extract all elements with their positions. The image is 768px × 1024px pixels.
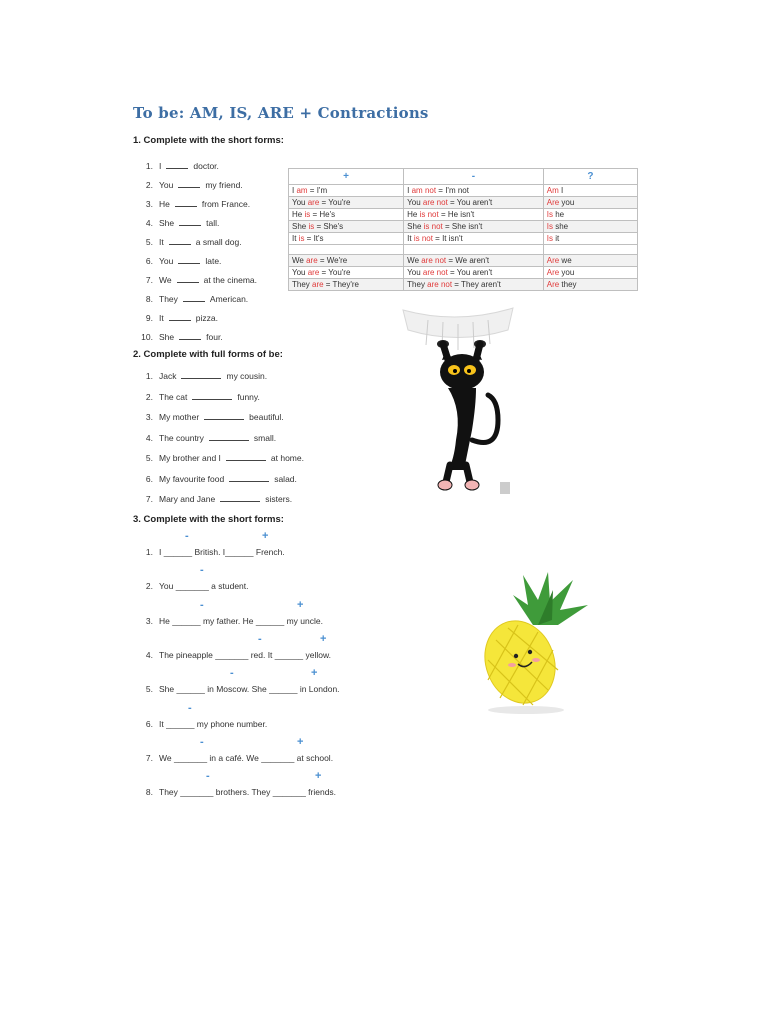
negative-sign: - bbox=[206, 770, 210, 783]
item-number: 7. bbox=[145, 752, 153, 763]
cell-text: we bbox=[559, 256, 572, 265]
list-item bbox=[133, 391, 260, 402]
verb-form: Are bbox=[546, 280, 560, 289]
table-cell bbox=[289, 209, 404, 221]
verb-form: are bbox=[306, 256, 318, 265]
list-item bbox=[133, 274, 257, 285]
item-number: 6. bbox=[145, 718, 153, 729]
table-cell bbox=[404, 255, 544, 267]
verb-form: are not bbox=[427, 280, 453, 289]
list-item bbox=[133, 787, 336, 797]
table-row bbox=[289, 255, 638, 267]
list-item bbox=[133, 719, 267, 729]
table-cell bbox=[543, 233, 637, 245]
cell-text: He bbox=[292, 210, 305, 219]
item-sentence[interactable]: We _______ in a café. We _______ at school. bbox=[159, 752, 334, 763]
item-rest: four. bbox=[206, 332, 223, 342]
verb-form: am not bbox=[411, 186, 437, 195]
table-cell bbox=[543, 185, 637, 197]
negative-sign: - bbox=[200, 735, 204, 748]
verb-form: Are bbox=[546, 198, 560, 207]
list-item bbox=[133, 473, 297, 484]
table-cell bbox=[404, 221, 544, 233]
verb-form: Is bbox=[546, 234, 553, 243]
answer-blank[interactable] bbox=[177, 274, 199, 283]
table-cell bbox=[404, 267, 544, 279]
answer-blank[interactable] bbox=[166, 160, 188, 169]
answer-blank[interactable] bbox=[220, 493, 260, 502]
table-cell bbox=[404, 279, 544, 291]
list-item bbox=[133, 179, 243, 190]
answer-blank[interactable] bbox=[192, 391, 232, 400]
table-cell bbox=[289, 267, 404, 279]
answer-blank[interactable] bbox=[229, 473, 269, 482]
negative-sign: - bbox=[200, 598, 204, 611]
cell-text: he bbox=[552, 210, 565, 219]
verb-form: is bbox=[298, 234, 305, 243]
list-item bbox=[133, 198, 250, 209]
cell-text: I bbox=[407, 186, 412, 195]
item-rest: from France. bbox=[201, 199, 251, 209]
item-subject: I bbox=[159, 161, 162, 171]
list-item bbox=[133, 255, 221, 266]
list-item bbox=[133, 312, 218, 323]
item-number: 3. bbox=[145, 199, 153, 209]
header-negative: - bbox=[404, 169, 544, 185]
hanging-cat-illustration bbox=[398, 300, 518, 500]
item-subject: They bbox=[159, 294, 178, 304]
table-header-row bbox=[289, 169, 638, 185]
item-subject: She bbox=[159, 332, 175, 342]
table-row bbox=[289, 279, 638, 291]
verb-form: is not bbox=[423, 222, 443, 231]
item-rest: American. bbox=[209, 294, 249, 304]
item-number: 2. bbox=[145, 180, 153, 190]
cell-text: you bbox=[559, 268, 575, 277]
table-row bbox=[289, 233, 638, 245]
verb-form: Are bbox=[546, 256, 560, 265]
list-item bbox=[133, 616, 323, 626]
cell-text: You bbox=[407, 198, 423, 207]
cell-text: They bbox=[292, 280, 313, 289]
item-rest: my friend. bbox=[205, 180, 243, 190]
table-cell bbox=[289, 185, 404, 197]
spacer-cell bbox=[543, 245, 637, 255]
answer-blank[interactable] bbox=[169, 236, 191, 245]
table-cell bbox=[543, 279, 637, 291]
item-number: 1. bbox=[145, 547, 153, 557]
item-number: 10. bbox=[141, 332, 153, 342]
cell-text: = We aren't bbox=[446, 256, 490, 265]
item-number: 8. bbox=[145, 294, 153, 304]
item-subject: The cat bbox=[159, 391, 188, 402]
item-sentence[interactable]: He ______ my father. He ______ my uncle. bbox=[159, 615, 323, 626]
item-number: 5. bbox=[145, 684, 153, 695]
item-number: 7. bbox=[145, 275, 153, 285]
table-row bbox=[289, 267, 638, 279]
list-item bbox=[133, 217, 219, 228]
list-item bbox=[133, 581, 249, 591]
cell-text: We bbox=[292, 256, 307, 265]
item-number: 7. bbox=[145, 494, 153, 504]
list-item bbox=[133, 370, 267, 381]
cell-text: = We're bbox=[317, 256, 348, 265]
list-item bbox=[133, 493, 292, 504]
cell-text: You bbox=[292, 268, 308, 277]
spacer-cell bbox=[289, 245, 404, 255]
item-rest: doctor. bbox=[193, 161, 219, 171]
item-sentence[interactable]: You _______ a student. bbox=[159, 581, 249, 592]
table-cell bbox=[289, 255, 404, 267]
table-cell bbox=[543, 197, 637, 209]
item-rest: tall. bbox=[206, 218, 220, 228]
cell-text: = I'm bbox=[307, 186, 328, 195]
item-subject: My mother bbox=[159, 412, 200, 422]
cell-text: She bbox=[292, 222, 309, 231]
item-subject: It bbox=[159, 237, 164, 247]
negative-sign: - bbox=[230, 667, 234, 680]
verb-form: Is bbox=[546, 222, 553, 231]
item-sentence[interactable]: The pineapple _______ red. It ______ yellow. bbox=[159, 649, 332, 660]
negative-sign: - bbox=[200, 564, 204, 577]
table-cell bbox=[543, 255, 637, 267]
contractions-table bbox=[288, 168, 638, 291]
item-number: 8. bbox=[145, 787, 153, 798]
table-spacer-row bbox=[289, 245, 638, 255]
item-sentence[interactable]: It ______ my phone number. bbox=[159, 718, 268, 729]
item-number: 2. bbox=[145, 581, 153, 592]
item-subject: You bbox=[159, 180, 174, 190]
section-3-heading: 3. Complete with the short forms: bbox=[133, 514, 284, 525]
list-item bbox=[133, 684, 340, 694]
list-item bbox=[133, 236, 242, 247]
item-rest: small. bbox=[253, 432, 277, 443]
positive-sign: + bbox=[320, 632, 327, 645]
positive-sign: + bbox=[262, 530, 269, 542]
item-number: 4. bbox=[145, 432, 153, 443]
answer-blank[interactable] bbox=[179, 217, 201, 226]
cell-text: = It's bbox=[304, 234, 324, 243]
answer-blank[interactable] bbox=[209, 432, 249, 441]
item-number: 1. bbox=[145, 161, 153, 171]
cell-text: = You're bbox=[319, 268, 351, 277]
item-rest: beautiful. bbox=[249, 412, 284, 422]
item-subject: You bbox=[159, 256, 174, 266]
item-rest: at the cinema. bbox=[203, 275, 257, 285]
cell-text: = You aren't bbox=[447, 268, 493, 277]
verb-form: Are bbox=[546, 268, 560, 277]
answer-blank[interactable] bbox=[178, 255, 200, 264]
cell-text: = She's bbox=[314, 222, 344, 231]
verb-form: is not bbox=[419, 210, 439, 219]
item-number: 1. bbox=[145, 371, 153, 381]
cell-text: = You aren't bbox=[447, 198, 493, 207]
answer-blank[interactable] bbox=[181, 370, 221, 379]
list-item bbox=[133, 331, 223, 342]
item-rest: funny. bbox=[237, 391, 260, 402]
verb-form: is not bbox=[413, 234, 433, 243]
verb-form: is bbox=[308, 222, 315, 231]
list-item bbox=[133, 753, 333, 763]
answer-blank[interactable] bbox=[183, 293, 205, 302]
answer-blank[interactable] bbox=[226, 452, 266, 461]
cell-text: You bbox=[292, 198, 308, 207]
answer-blank[interactable] bbox=[204, 411, 244, 420]
item-number: 3. bbox=[145, 412, 153, 422]
table-cell bbox=[404, 233, 544, 245]
verb-form: is bbox=[304, 210, 311, 219]
cell-text: It bbox=[292, 234, 299, 243]
header-question: ? bbox=[543, 169, 637, 185]
cell-text: I bbox=[292, 186, 297, 195]
cell-text: = He isn't bbox=[438, 210, 475, 219]
table-row bbox=[289, 221, 638, 233]
list-item bbox=[133, 411, 284, 422]
verb-form: are bbox=[312, 280, 324, 289]
item-subject: It bbox=[159, 313, 164, 323]
cell-text: she bbox=[552, 222, 569, 231]
answer-blank[interactable] bbox=[169, 312, 191, 321]
item-rest: a small dog. bbox=[195, 237, 242, 247]
negative-sign: - bbox=[258, 632, 262, 645]
answer-blank[interactable] bbox=[179, 331, 201, 340]
cell-text: = He's bbox=[310, 210, 336, 219]
item-rest: pizza. bbox=[195, 313, 218, 323]
item-subject: He bbox=[159, 199, 170, 209]
pineapple-illustration bbox=[478, 570, 598, 715]
table-cell bbox=[289, 221, 404, 233]
item-sentence[interactable]: They _______ brothers. They _______ friends. bbox=[159, 787, 337, 798]
item-rest: late. bbox=[205, 256, 222, 266]
item-rest: sisters. bbox=[265, 494, 293, 504]
cell-text: They bbox=[407, 280, 428, 289]
negative-sign: - bbox=[185, 530, 189, 542]
positive-sign: + bbox=[315, 770, 322, 783]
header-positive: + bbox=[289, 169, 404, 185]
cell-text: you bbox=[559, 198, 575, 207]
positive-sign: + bbox=[311, 667, 318, 680]
item-number: 2. bbox=[145, 391, 153, 402]
verb-form: are bbox=[307, 198, 320, 207]
list-item bbox=[133, 650, 331, 660]
verb-form: are not bbox=[422, 268, 448, 277]
item-subject: My brother and I bbox=[159, 453, 221, 463]
cell-text: We bbox=[407, 256, 422, 265]
item-sentence[interactable]: She ______ in Moscow. She ______ in London. bbox=[159, 684, 340, 695]
item-number: 6. bbox=[145, 256, 153, 266]
cell-text: = They aren't bbox=[452, 280, 501, 289]
cell-text: He bbox=[407, 210, 420, 219]
cell-text: It bbox=[407, 234, 414, 243]
list-item bbox=[133, 452, 304, 463]
positive-sign: + bbox=[297, 598, 304, 611]
verb-form: Am bbox=[546, 186, 559, 195]
table-cell bbox=[543, 221, 637, 233]
cell-text: = She isn't bbox=[442, 222, 483, 231]
item-subject: She bbox=[159, 218, 175, 228]
section-1-heading: 1. Complete with the short forms: bbox=[133, 135, 284, 146]
verb-form: are not bbox=[421, 256, 447, 265]
cell-text: You bbox=[407, 268, 423, 277]
item-number: 4. bbox=[145, 218, 153, 228]
table-cell bbox=[289, 279, 404, 291]
table-cell bbox=[289, 197, 404, 209]
section-2-heading: 2. Complete with full forms of be: bbox=[133, 349, 283, 360]
item-number: 9. bbox=[145, 313, 153, 323]
table-cell bbox=[543, 267, 637, 279]
cell-text: = You're bbox=[319, 198, 351, 207]
list-item bbox=[133, 293, 248, 304]
verb-form: Is bbox=[546, 210, 553, 219]
cell-text: I bbox=[558, 186, 564, 195]
item-number: 5. bbox=[145, 237, 153, 247]
verb-form: am bbox=[296, 186, 308, 195]
cell-text: they bbox=[559, 280, 577, 289]
answer-blank[interactable] bbox=[175, 198, 197, 207]
spacer-cell bbox=[404, 245, 544, 255]
item-sentence[interactable]: I ______ British. I______ French. bbox=[159, 547, 285, 557]
item-number: 6. bbox=[145, 473, 153, 484]
table-row bbox=[289, 185, 638, 197]
verb-form: are bbox=[307, 268, 320, 277]
item-number: 5. bbox=[145, 453, 153, 463]
table-cell bbox=[543, 209, 637, 221]
cell-text: it bbox=[552, 234, 560, 243]
item-rest: salad. bbox=[274, 473, 297, 484]
table-row bbox=[289, 209, 638, 221]
negative-sign: - bbox=[188, 701, 192, 714]
item-number: 4. bbox=[145, 649, 153, 660]
list-item bbox=[133, 432, 276, 443]
item-rest: my cousin. bbox=[226, 371, 268, 381]
cell-text: She bbox=[407, 222, 424, 231]
table-cell bbox=[289, 233, 404, 245]
item-subject: Mary and Jane bbox=[159, 494, 216, 504]
table-cell bbox=[404, 209, 544, 221]
list-item bbox=[133, 160, 219, 171]
verb-form: are not bbox=[422, 198, 448, 207]
answer-blank[interactable] bbox=[178, 179, 200, 188]
table-cell bbox=[404, 185, 544, 197]
item-rest: at home. bbox=[270, 453, 304, 463]
item-number: 3. bbox=[145, 615, 153, 626]
cell-text: = They're bbox=[323, 280, 359, 289]
table-cell bbox=[404, 197, 544, 209]
item-subject: The country bbox=[159, 432, 204, 443]
cell-text: = It isn't bbox=[432, 234, 463, 243]
cell-text: = I'm not bbox=[436, 186, 469, 195]
table-row bbox=[289, 197, 638, 209]
page-title: To be: AM, IS, ARE + Contractions bbox=[133, 104, 429, 122]
item-subject: My favourite food bbox=[159, 473, 225, 484]
list-item bbox=[133, 547, 285, 557]
positive-sign: + bbox=[297, 735, 304, 748]
item-subject: We bbox=[159, 275, 172, 285]
item-subject: Jack bbox=[159, 371, 177, 381]
